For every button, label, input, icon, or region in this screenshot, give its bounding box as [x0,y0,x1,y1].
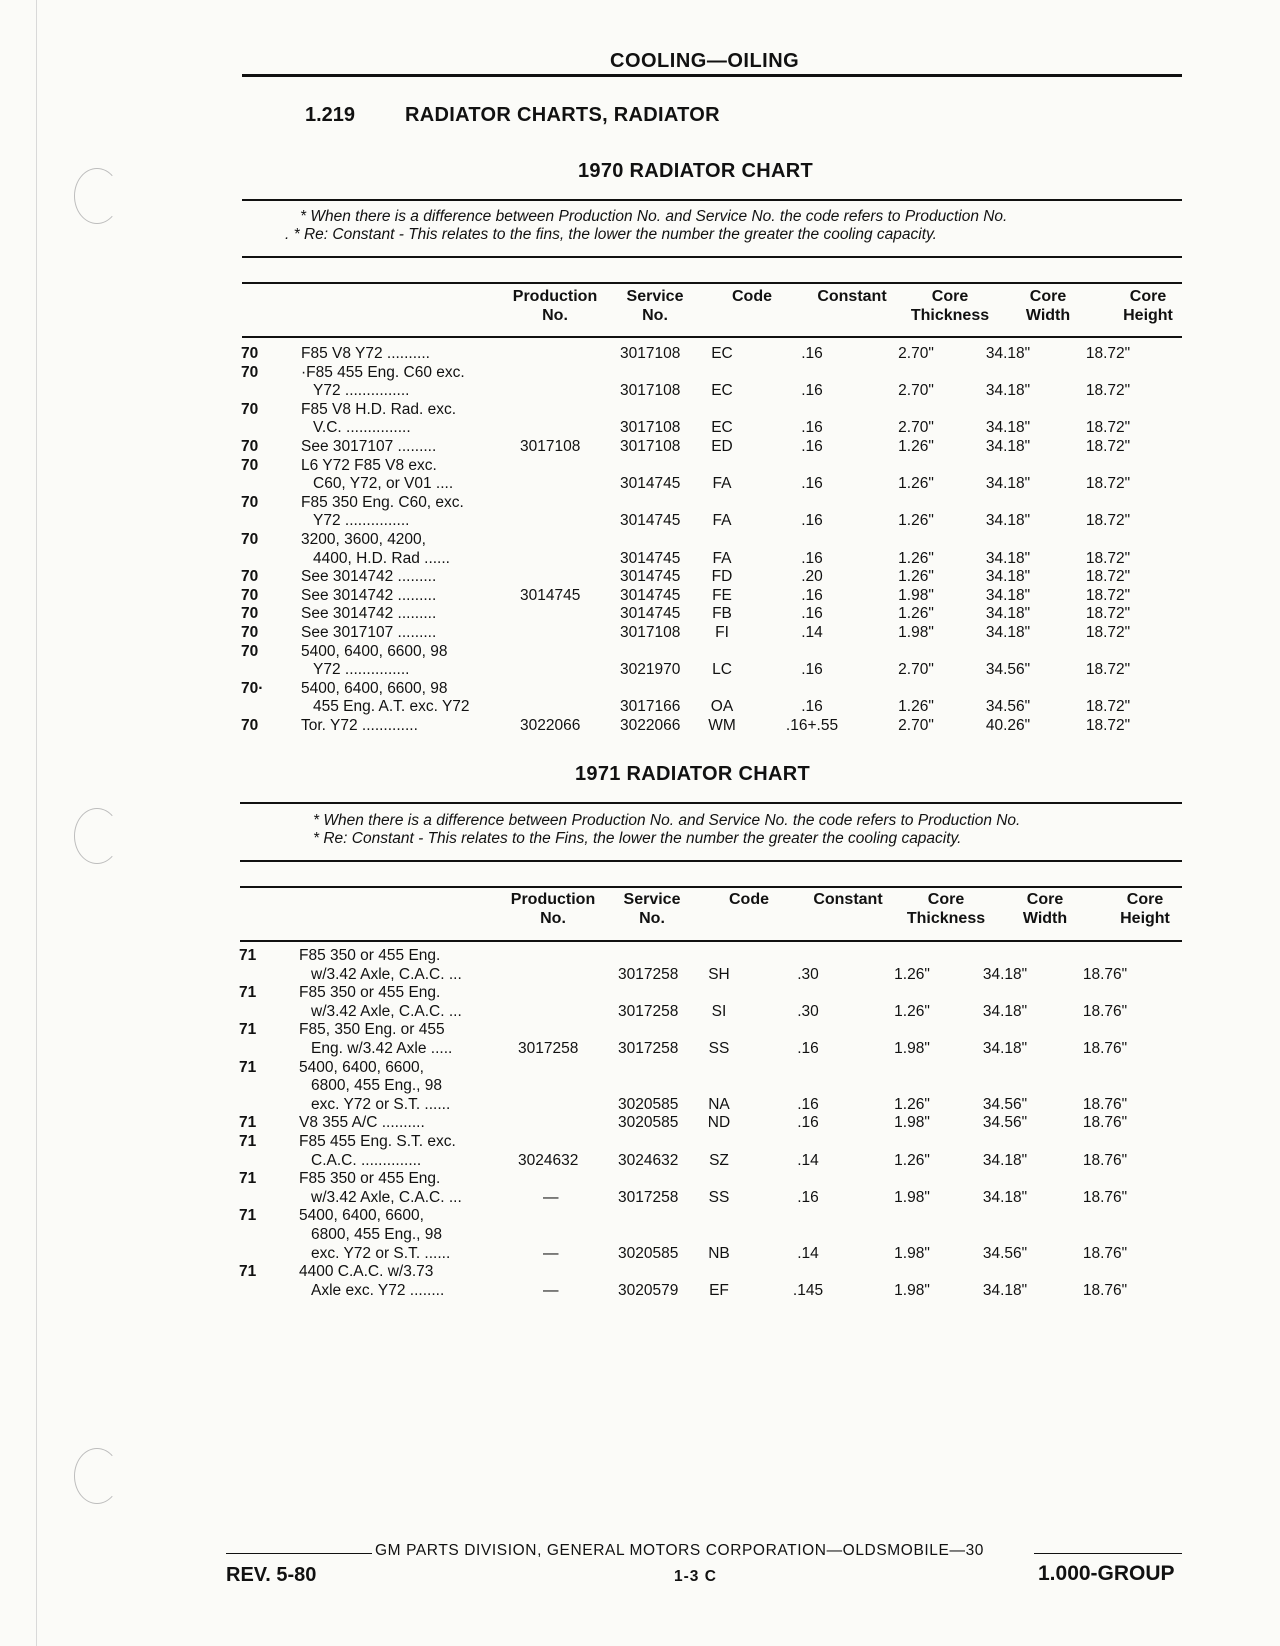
row-year: 70 [241,531,259,548]
row-constant: .16 [801,586,823,604]
row-core-thickness: 1.26" [898,438,934,455]
row-core-width: 34.18" [982,1002,1028,1020]
row-year: 70 [241,456,259,474]
row-production-no: — [543,1188,559,1206]
row-service-no: 3020585 [618,1114,679,1132]
column-header-width-line: Core [1029,288,1067,305]
column-header-thickness-line: Thickness [906,910,986,927]
chart-1971-note-1: * When there is a difference between Production No. and Service No. the code refers to Production No. [313,812,1021,829]
row-core-height: 18.72" [1085,345,1131,362]
row-code: SS [708,1040,730,1057]
row-code: EF [709,1281,729,1299]
row-constant: .16 [801,382,823,400]
page-header-title: COOLING—OILING [610,50,800,72]
row-core-width: 34.18" [985,345,1031,362]
row-year: 70· [241,679,264,697]
row-constant: .30 [797,965,819,983]
row-production-no: 3017258 [518,1040,579,1057]
row-year: 71 [239,1170,257,1188]
row-description-line: 3200, 3600, 4200, [301,531,426,548]
row-description-line: F85 350 or 455 Eng. [299,1170,441,1188]
row-description-line: F85 350 or 455 Eng. [299,984,441,1002]
row-core-width: 34.56" [982,1114,1028,1132]
chart-1970-notes-top-rule [242,199,1182,201]
row-code: FD [711,568,733,586]
row-code: SH [708,965,730,983]
row-constant: .14 [797,1244,819,1262]
chart-1970-table-top-rule [242,282,1182,284]
punch-hole [74,808,120,864]
row-core-thickness: 1.26" [894,1095,930,1113]
row-code: NA [708,1095,730,1113]
row-description-line: See 3017107 ......... [301,624,437,641]
row-description-line: 4400, H.D. Rad ...... [313,549,450,567]
row-year: 71 [239,947,257,964]
row-code: FI [715,624,729,641]
row-code: NB [708,1244,730,1262]
punch-hole [74,168,120,224]
row-service-no: 3020585 [618,1244,679,1262]
row-service-no: 3014745 [620,512,681,530]
row-description-line: C.A.C. .............. [311,1151,422,1169]
row-year: 70 [241,493,259,511]
row-core-height: 18.72" [1085,568,1131,586]
row-core-thickness: 1.26" [894,1002,930,1020]
row-code: OA [710,698,734,716]
row-code: FA [712,549,732,567]
row-year: 70 [241,717,259,734]
footer-rule-right [1034,1553,1182,1554]
column-header-production-line: Production [512,288,598,305]
row-core-width: 34.18" [985,419,1031,437]
row-service-no: 3022066 [620,717,681,734]
row-description-line: F85 350 Eng. C60, exc. [301,493,464,511]
row-description-line: ·F85 455 Eng. C60 exc. [301,363,465,381]
row-production-no: 3017108 [520,438,581,455]
chart-1971-table-top-rule [240,886,1182,888]
column-header-width [1008,287,1088,325]
column-header-code [717,287,787,306]
row-year: 70 [241,605,259,623]
column-header-service [607,890,697,928]
column-header-width-line: Width [1025,307,1071,324]
row-core-width: 34.18" [985,586,1031,604]
row-year: 70 [241,400,259,418]
row-core-height: 18.76" [1082,1281,1128,1299]
row-constant: .16 [797,1188,819,1206]
row-description-line: 5400, 6400, 6600, [299,1058,424,1076]
row-production-no: 3014745 [520,586,581,604]
row-service-no: 3017108 [620,345,681,362]
chart-1971-notes-bottom-rule [240,860,1182,862]
column-header-width-line: Width [1022,910,1068,927]
row-core-width: 34.18" [985,605,1031,623]
column-header-constant-line: Constant [813,891,883,908]
column-header-service-line: No. [642,307,668,324]
column-header-thickness-line: Core [931,288,969,305]
row-description-line: See 3017107 ......... [301,438,437,455]
row-core-height: 18.76" [1082,1040,1128,1057]
row-core-width: 34.56" [982,1095,1028,1113]
row-core-thickness: 1.26" [894,1151,930,1169]
row-core-thickness: 1.98" [898,586,934,604]
row-service-no: 3017258 [618,1040,679,1057]
row-service-no: 3024632 [618,1151,679,1169]
row-constant: .14 [801,624,823,641]
row-production-no: 3024632 [518,1151,579,1169]
column-header-thickness-line: Thickness [910,307,990,324]
row-service-no: 3017108 [620,438,681,455]
row-core-width: 34.56" [985,698,1031,716]
row-service-no: 3020585 [618,1095,679,1113]
row-constant: .16 [801,698,823,716]
row-year: 71 [239,1021,257,1039]
row-core-height: 18.72" [1085,698,1131,716]
row-description-line: Y72 ............... [313,382,410,400]
chart-1970-notes-bottom-rule [242,256,1182,258]
row-year: 70 [241,438,259,455]
row-constant: .16 [797,1040,819,1057]
row-core-height: 18.76" [1082,965,1128,983]
row-core-thickness: 1.26" [898,605,934,623]
row-core-height: 18.76" [1082,1002,1128,1020]
chart-1971-note-2: * Re: Constant - This relates to the Fins, the lower the number the greater the cooling capacity. [313,830,962,847]
row-constant: .16 [801,661,823,679]
row-core-thickness: 1.26" [894,965,930,983]
header-rule [242,74,1182,77]
row-year: 70 [241,345,259,362]
row-description-line: 455 Eng. A.T. exc. Y72 [313,698,470,716]
row-service-no: 3017108 [620,624,681,641]
row-core-height: 18.72" [1085,438,1131,455]
row-core-height: 18.72" [1085,512,1131,530]
row-year: 71 [239,984,257,1002]
row-core-thickness: 1.98" [894,1281,930,1299]
row-description-line: V8 355 A/C .......... [299,1114,425,1132]
row-production-no: 3022066 [520,717,581,734]
row-description-line: 6800, 455 Eng., 98 [311,1077,443,1095]
column-header-constant-line: Constant [817,288,887,305]
column-header-height-line: Height [1123,307,1173,324]
row-core-thickness: 1.26" [898,568,934,586]
row-description-line: exc. Y72 or S.T. ...... [311,1095,451,1113]
column-header-thickness-line: Core [927,891,965,908]
row-code: FE [712,586,732,604]
chart-1970-title: 1970 RADIATOR CHART [578,160,813,182]
row-constant: .16 [801,475,823,493]
row-core-height: 18.72" [1085,717,1131,734]
row-service-no: 3014745 [620,549,681,567]
row-description-line: exc. Y72 or S.T. ...... [311,1244,451,1262]
row-core-thickness: 2.70" [898,661,934,679]
column-header-production-line: Production [510,891,596,908]
row-description-line: V.C. ............... [313,419,411,437]
column-header-service-line: No. [639,910,665,927]
row-year: 71 [239,1133,257,1150]
row-year: 71 [239,1114,257,1132]
row-core-height: 18.72" [1085,661,1131,679]
row-core-thickness: 2.70" [898,345,934,362]
row-description-line: F85, 350 Eng. or 455 [299,1021,445,1039]
chart-1971-header-rule [240,940,1182,942]
row-description-line: See 3014742 ......... [301,568,437,586]
section-number: 1.219 [305,104,356,126]
row-core-width: 34.18" [982,1281,1028,1299]
column-header-width [1005,890,1085,928]
row-code: ND [707,1114,731,1132]
column-header-code [714,890,784,909]
row-core-height: 18.72" [1085,475,1131,493]
row-core-height: 18.72" [1085,419,1131,437]
row-description-line: Y72 ............... [313,661,410,679]
row-code: SZ [709,1151,729,1169]
row-code: SS [708,1188,730,1206]
row-core-width: 34.18" [982,965,1028,983]
row-description-line: See 3014742 ......... [301,605,437,623]
row-service-no: 3014745 [620,605,681,623]
row-core-width: 34.18" [982,1151,1028,1169]
row-description-line: F85 455 Eng. S.T. exc. [299,1133,456,1150]
row-core-height: 18.76" [1082,1114,1128,1132]
row-description-line: 5400, 6400, 6600, [299,1207,424,1225]
section-title: RADIATOR CHARTS, RADIATOR [405,104,720,126]
row-service-no: 3017108 [620,382,681,400]
row-constant: .14 [797,1151,819,1169]
row-core-thickness: 1.98" [898,624,934,641]
row-description-line: Axle exc. Y72 ........ [311,1281,445,1299]
row-description-line: F85 V8 H.D. Rad. exc. [301,400,457,418]
row-production-no: — [543,1281,559,1299]
row-core-thickness: 1.26" [898,698,934,716]
row-code: ED [711,438,733,455]
row-core-height: 18.72" [1085,624,1131,641]
column-header-production-line: No. [542,307,568,324]
row-code: EC [711,345,733,362]
column-header-constant [805,287,900,306]
row-core-height: 18.72" [1085,382,1131,400]
column-header-height-line: Core [1129,288,1167,305]
row-description-line: Y72 ............... [313,512,410,530]
column-header-height-line: Core [1126,891,1164,908]
row-year: 70 [241,568,259,586]
row-core-width: 34.18" [985,512,1031,530]
row-description-line: w/3.42 Axle, C.A.C. ... [311,1002,462,1020]
row-year: 70 [241,624,259,641]
column-header-height [1108,287,1188,325]
row-description-line: See 3014742 ......... [301,586,437,604]
row-service-no: 3017258 [618,965,679,983]
row-constant: .16 [797,1095,819,1113]
chart-1971-notes-top-rule [240,802,1182,804]
row-core-thickness: 1.26" [898,475,934,493]
row-description-line: 4400 C.A.C. w/3.73 [299,1263,434,1281]
row-description-line: 6800, 455 Eng., 98 [311,1226,443,1243]
column-header-service-line: Service [626,288,684,305]
row-code: LC [712,661,732,679]
row-service-no: 3014745 [620,475,681,493]
row-core-thickness: 2.70" [898,419,934,437]
row-core-height: 18.72" [1085,586,1131,604]
row-code: FB [712,605,732,623]
row-year: 70 [241,642,259,660]
row-constant: .16 [801,512,823,530]
row-service-no: 3020579 [618,1281,679,1299]
row-core-thickness: 1.98" [894,1244,930,1262]
row-constant: .16 [801,419,823,437]
row-code: SI [711,1002,727,1020]
row-year: 70 [241,586,259,604]
chart-1970-note-1: * When there is a difference between Production No. and Service No. the code refers to Production No. [300,208,1008,225]
row-constant: .20 [801,568,823,586]
row-code: FA [712,512,732,530]
column-header-thickness [896,890,996,928]
row-core-width: 34.56" [985,661,1031,679]
column-header-code-line: Code [732,288,772,305]
column-header-production [496,890,611,928]
row-core-width: 34.18" [985,549,1031,567]
chart-1971-title: 1971 RADIATOR CHART [575,763,810,785]
row-core-width: 34.18" [985,438,1031,455]
column-header-production-line: No. [540,910,566,927]
row-core-thickness: 1.98" [894,1114,930,1132]
row-core-width: 34.18" [985,475,1031,493]
row-description-line: w/3.42 Axle, C.A.C. ... [311,1188,462,1206]
row-core-height: 18.76" [1082,1095,1128,1113]
row-core-thickness: 1.26" [898,512,934,530]
row-core-thickness: 1.26" [898,549,934,567]
row-constant: .145 [792,1281,824,1299]
row-description-line: F85 V8 Y72 .......... [301,345,430,362]
row-core-height: 18.72" [1085,605,1131,623]
row-core-height: 18.72" [1085,549,1131,567]
column-header-constant [801,890,896,909]
row-description-line: Tor. Y72 ............. [301,717,418,734]
footer-rule-left [226,1553,372,1554]
row-service-no: 3017108 [620,419,681,437]
page-code: 1-3 C [674,1568,717,1585]
column-header-production [498,287,613,325]
revision-label: REV. 5-80 [226,1564,317,1586]
column-header-thickness [900,287,1000,325]
row-description-line: L6 Y72 F85 V8 exc. [301,456,437,474]
row-service-no: 3014745 [620,586,681,604]
row-service-no: 3017166 [620,698,681,716]
row-core-thickness: 1.98" [894,1040,930,1057]
row-core-width: 40.26" [985,717,1031,734]
punch-hole [74,1448,120,1504]
row-code: WM [708,717,736,734]
row-constant: .16 [801,438,823,455]
row-service-no: 3017258 [618,1002,679,1020]
row-description-line: 5400, 6400, 6600, 98 [301,642,448,660]
chart-1970-header-rule [242,336,1182,338]
row-core-width: 34.18" [982,1188,1028,1206]
column-header-width-line: Core [1026,891,1064,908]
row-service-no: 3014745 [620,568,681,586]
row-core-thickness: 2.70" [898,382,934,400]
chart-1970-note-2: . * Re: Constant - This relates to the fins, the lower the number the greater the cooling capacity. [285,226,937,243]
row-core-height: 18.76" [1082,1244,1128,1262]
column-header-height-line: Height [1120,910,1170,927]
row-core-width: 34.56" [982,1244,1028,1262]
row-core-width: 34.18" [985,624,1031,641]
row-description-line: w/3.42 Axle, C.A.C. ... [311,965,462,983]
row-year: 70 [241,363,259,381]
row-constant: .16 [801,605,823,623]
row-description-line: 5400, 6400, 6600, 98 [301,679,448,697]
row-code: FA [712,475,732,493]
row-year: 71 [239,1263,257,1281]
row-year: 71 [239,1058,257,1076]
column-header-code-line: Code [729,891,769,908]
row-description-line: F85 350 or 455 Eng. [299,947,441,964]
row-core-height: 18.76" [1082,1188,1128,1206]
row-constant: .16 [801,345,823,362]
column-header-service-line: Service [623,891,681,908]
row-service-no: 3017258 [618,1188,679,1206]
row-constant: .16+.55 [785,717,839,734]
row-production-no: — [543,1244,559,1262]
row-description-line: C60, Y72, or V01 .... [313,475,454,493]
row-year: 71 [239,1207,257,1225]
column-header-service [610,287,700,325]
row-constant: .16 [801,549,823,567]
row-code: EC [711,382,733,400]
row-core-height: 18.76" [1082,1151,1128,1169]
row-constant: .30 [797,1002,819,1020]
row-core-thickness: 1.98" [894,1188,930,1206]
row-core-thickness: 2.70" [898,717,934,734]
binding-margin-line [36,0,37,1646]
row-code: EC [711,419,733,437]
footer-publisher-text: GM PARTS DIVISION, GENERAL MOTORS CORPORATION—OLDSMOBILE—30 [375,1542,985,1559]
row-core-width: 34.18" [982,1040,1028,1057]
group-number: 1.000-GROUP [1038,1562,1175,1585]
row-core-width: 34.18" [985,568,1031,586]
row-constant: .16 [797,1114,819,1132]
row-description-line: Eng. w/3.42 Axle ..... [311,1040,453,1057]
column-header-height [1105,890,1185,928]
row-service-no: 3021970 [620,661,681,679]
row-core-width: 34.18" [985,382,1031,400]
